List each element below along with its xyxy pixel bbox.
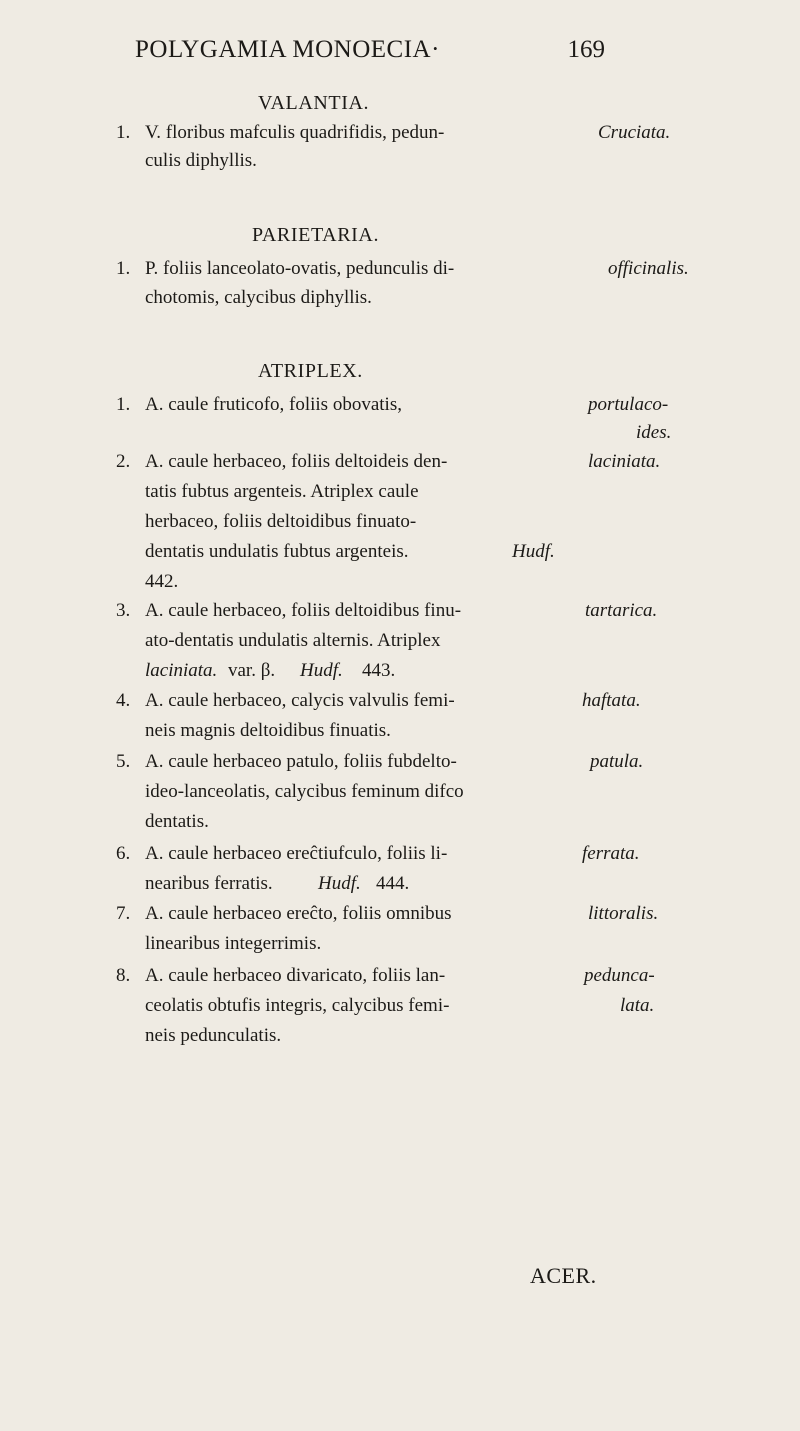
species-name: pedunca- <box>584 965 655 986</box>
entry-line: nearibus ferratis. <box>145 873 273 894</box>
entry-number: 7. <box>116 903 131 924</box>
entry-line: linearibus integerrimis. <box>145 933 322 954</box>
running-head <box>135 36 605 76</box>
entry-number: 4. <box>116 690 131 711</box>
citation-author: Hudf. <box>300 660 343 681</box>
genus-heading-valantia: VALANTIA. <box>258 92 370 114</box>
entry-line: A. caule herbaceo divaricato, foliis lan- <box>145 965 446 986</box>
entry-line: A. caule herbaceo, foliis deltoidibus finu- <box>145 600 462 621</box>
species-name: haftata. <box>582 690 641 711</box>
species-name-continued: lata. <box>620 995 655 1016</box>
species-name-continued: ides. <box>636 422 672 443</box>
entry-line: A. caule herbaceo, foliis deltoideis den- <box>145 451 448 472</box>
entry-number: 2. <box>116 451 131 472</box>
entry-number: 8. <box>116 965 131 986</box>
entry-line: P. foliis lanceolato-ovatis, pedunculis di- <box>145 258 455 279</box>
entry-line: V. floribus mafculis quadrifidis, pedun- <box>145 122 445 143</box>
species-name: portulaco- <box>588 394 669 415</box>
species-name: patula. <box>590 751 644 772</box>
genus-heading-atriplex: ATRIPLEX. <box>258 360 363 382</box>
entry-number: 3. <box>116 600 131 621</box>
species-name: tartarica. <box>585 600 658 621</box>
entry-line: 443. <box>362 660 396 681</box>
species-name: officinalis. <box>608 258 689 279</box>
page-number: 169 <box>567 36 605 63</box>
catchword: ACER. <box>530 1263 597 1288</box>
entry-line: 442. <box>145 571 179 592</box>
species-name: Cruciata. <box>598 122 671 143</box>
entry-line: neis pedunculatis. <box>145 1025 282 1046</box>
entry-number: 1. <box>116 394 131 415</box>
entry-number: 1. <box>116 122 131 143</box>
entry-line: ceolatis obtufis integris, calycibus femi- <box>145 995 450 1016</box>
entry-line: tatis fubtus argenteis. Atriplex caule <box>145 481 419 502</box>
entry-line: dentatis. <box>145 811 209 832</box>
entry-line: A. caule fruticofo, foliis obovatis, <box>145 394 402 415</box>
species-name: littoralis. <box>588 903 659 924</box>
entry-line: dentatis undulatis fubtus argenteis. <box>145 541 409 562</box>
entry-line: neis magnis deltoidibus finuatis. <box>145 720 391 741</box>
running-head-title: POLYGAMIA MONOECIA· <box>135 36 440 63</box>
genus-heading-parietaria: PARIETARIA. <box>252 224 380 246</box>
species-name: ferrata. <box>582 843 640 864</box>
entry-line: chotomis, calycibus diphyllis. <box>145 287 372 308</box>
citation-author: Hudf. <box>512 541 555 562</box>
species-name: laciniata. <box>588 451 661 472</box>
entry-line: herbaceo, foliis deltoidibus finuato- <box>145 511 417 532</box>
entry-number: 1. <box>116 258 131 279</box>
entry-line: var. β. <box>228 660 276 681</box>
entry-line: A. caule herbaceo ereĉto, foliis omnibus <box>145 903 452 924</box>
entry-line: A. caule herbaceo, calycis valvulis femi- <box>145 690 455 711</box>
entry-line: 444. <box>376 873 410 894</box>
citation-name: laciniata. <box>145 660 218 681</box>
entry-number: 5. <box>116 751 131 772</box>
entry-line: ideo-lanceolatis, calycibus feminum difco <box>145 781 464 802</box>
citation-author: Hudf. <box>318 873 361 894</box>
entry-line: A. caule herbaceo ereĉtiufculo, foliis li- <box>145 843 448 864</box>
entry-line: ato-dentatis undulatis alternis. Atriplex <box>145 630 441 651</box>
entry-line: A. caule herbaceo patulo, foliis fubdelto- <box>145 751 457 772</box>
entry-number: 6. <box>116 843 131 864</box>
entry-line: culis diphyllis. <box>145 150 257 171</box>
